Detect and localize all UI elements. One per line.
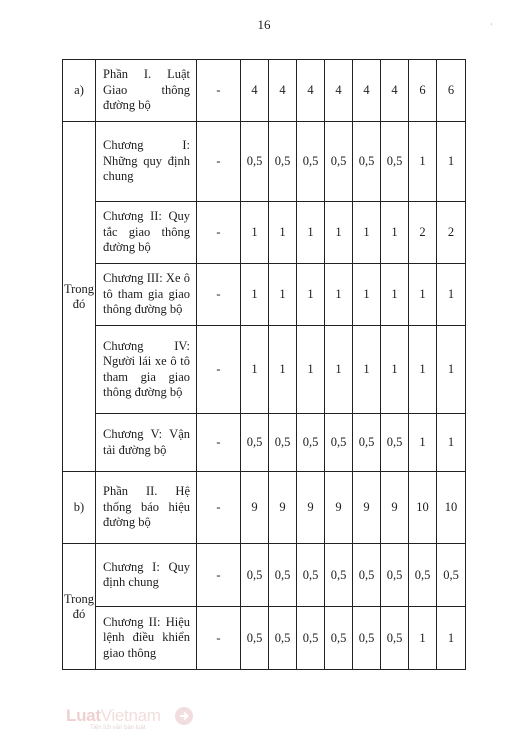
value-cell: 1 (353, 264, 381, 326)
dash-cell: - (197, 326, 241, 414)
value-cell: 10 (409, 472, 437, 544)
value-cell: 0,5 (353, 122, 381, 202)
value-cell: 9 (381, 472, 409, 544)
value-cell: 0,5 (353, 414, 381, 472)
value-cell: 1 (325, 202, 353, 264)
exam-distribution-table (62, 59, 466, 670)
value-cell: 1 (325, 326, 353, 414)
value-cell: 1 (437, 607, 466, 670)
table-row (63, 326, 466, 414)
row-description: Chương II: Hiệu lệnh điều khiển giao thông (96, 607, 197, 670)
row-description: Phần I. Luật Giao thông đường bộ (96, 60, 197, 122)
value-cell: 1 (381, 264, 409, 326)
dash-cell: - (197, 202, 241, 264)
value-cell: 0,5 (325, 414, 353, 472)
value-cell: 0,5 (297, 607, 325, 670)
value-cell: 1 (269, 264, 297, 326)
value-cell: 1 (269, 326, 297, 414)
value-cell: 0,5 (353, 544, 381, 607)
row-description: Chương II: Quy tắc giao thông đường bộ (96, 202, 197, 264)
luatvietnam-watermark (66, 706, 196, 732)
value-cell: 1 (353, 202, 381, 264)
value-cell: 1 (409, 607, 437, 670)
row-description: Chương I: Những quy định chung (96, 122, 197, 202)
value-cell: 0,5 (381, 122, 409, 202)
value-cell: 1 (437, 264, 466, 326)
value-cell: 9 (325, 472, 353, 544)
table-row (63, 607, 466, 670)
value-cell: 0,5 (241, 122, 269, 202)
value-cell: 1 (269, 202, 297, 264)
value-cell: 0,5 (269, 607, 297, 670)
value-cell: 4 (297, 60, 325, 122)
value-cell: 4 (241, 60, 269, 122)
value-cell: 0,5 (381, 414, 409, 472)
value-cell: 9 (241, 472, 269, 544)
dash-cell: - (197, 472, 241, 544)
value-cell: 1 (297, 264, 325, 326)
row-group-label: b) (63, 472, 96, 544)
value-cell: 0,5 (409, 544, 437, 607)
value-cell: 1 (437, 122, 466, 202)
value-cell: 1 (437, 326, 466, 414)
value-cell: 2 (437, 202, 466, 264)
dash-cell: - (197, 264, 241, 326)
watermark-logo-text: LuatVietnam (66, 706, 161, 725)
value-cell: 0,5 (353, 607, 381, 670)
value-cell: 1 (381, 202, 409, 264)
value-cell: 6 (437, 60, 466, 122)
scan-speck: · (490, 20, 493, 29)
value-cell: 0,5 (269, 544, 297, 607)
value-cell: 0,5 (297, 544, 325, 607)
row-group-label: Trong đó (63, 122, 96, 472)
table-row (63, 264, 466, 326)
dash-cell: - (197, 607, 241, 670)
dash-cell: - (197, 122, 241, 202)
value-cell: 1 (409, 122, 437, 202)
value-cell: 0,5 (269, 414, 297, 472)
row-group-label: Trong đó (63, 544, 96, 670)
row-description: Chương I: Quy định chung (96, 544, 197, 607)
value-cell: 0,5 (297, 414, 325, 472)
page-number: 16 (257, 17, 271, 32)
value-cell: 1 (325, 264, 353, 326)
table-row (63, 60, 466, 122)
value-cell: 1 (437, 414, 466, 472)
value-cell: 0,5 (241, 544, 269, 607)
arrow-logo-icon (174, 706, 194, 726)
value-cell: 0,5 (297, 122, 325, 202)
value-cell: 0,5 (269, 122, 297, 202)
table-row (63, 544, 466, 607)
value-cell: 4 (353, 60, 381, 122)
value-cell: 4 (381, 60, 409, 122)
value-cell: 0,5 (381, 607, 409, 670)
table-row (63, 414, 466, 472)
value-cell: 1 (353, 326, 381, 414)
value-cell: 0,5 (241, 414, 269, 472)
value-cell: 4 (325, 60, 353, 122)
value-cell: 1 (409, 326, 437, 414)
row-description: Chương IV: Người lái xe ô tô tham gia giao thông đường bộ (96, 326, 197, 414)
value-cell: 1 (409, 264, 437, 326)
value-cell: 0,5 (437, 544, 466, 607)
value-cell: 10 (437, 472, 466, 544)
watermark-tagline: Tiện ích văn bản luật (90, 725, 146, 731)
value-cell: 6 (409, 60, 437, 122)
value-cell: 1 (409, 414, 437, 472)
value-cell: 0,5 (325, 122, 353, 202)
table-row (63, 472, 466, 544)
row-description: Phần II. Hệ thống báo hiệu đường bộ (96, 472, 197, 544)
value-cell: 0,5 (325, 607, 353, 670)
value-cell: 2 (409, 202, 437, 264)
value-cell: 0,5 (381, 544, 409, 607)
dash-cell: - (197, 60, 241, 122)
value-cell: 4 (269, 60, 297, 122)
value-cell: 1 (241, 202, 269, 264)
value-cell: 1 (241, 264, 269, 326)
table-row (63, 202, 466, 264)
row-description: Chương III: Xe ô tô tham gia giao thông đường bộ (96, 264, 197, 326)
value-cell: 9 (269, 472, 297, 544)
value-cell: 9 (353, 472, 381, 544)
value-cell: 1 (241, 326, 269, 414)
dash-cell: - (197, 414, 241, 472)
dash-cell: - (197, 544, 241, 607)
row-group-label: a) (63, 60, 96, 122)
value-cell: 0,5 (325, 544, 353, 607)
table-body (63, 60, 466, 670)
value-cell: 9 (297, 472, 325, 544)
value-cell: 0,5 (241, 607, 269, 670)
row-description: Chương V: Vận tải đường bộ (96, 414, 197, 472)
value-cell: 1 (381, 326, 409, 414)
value-cell: 1 (297, 202, 325, 264)
table-row (63, 122, 466, 202)
value-cell: 1 (297, 326, 325, 414)
